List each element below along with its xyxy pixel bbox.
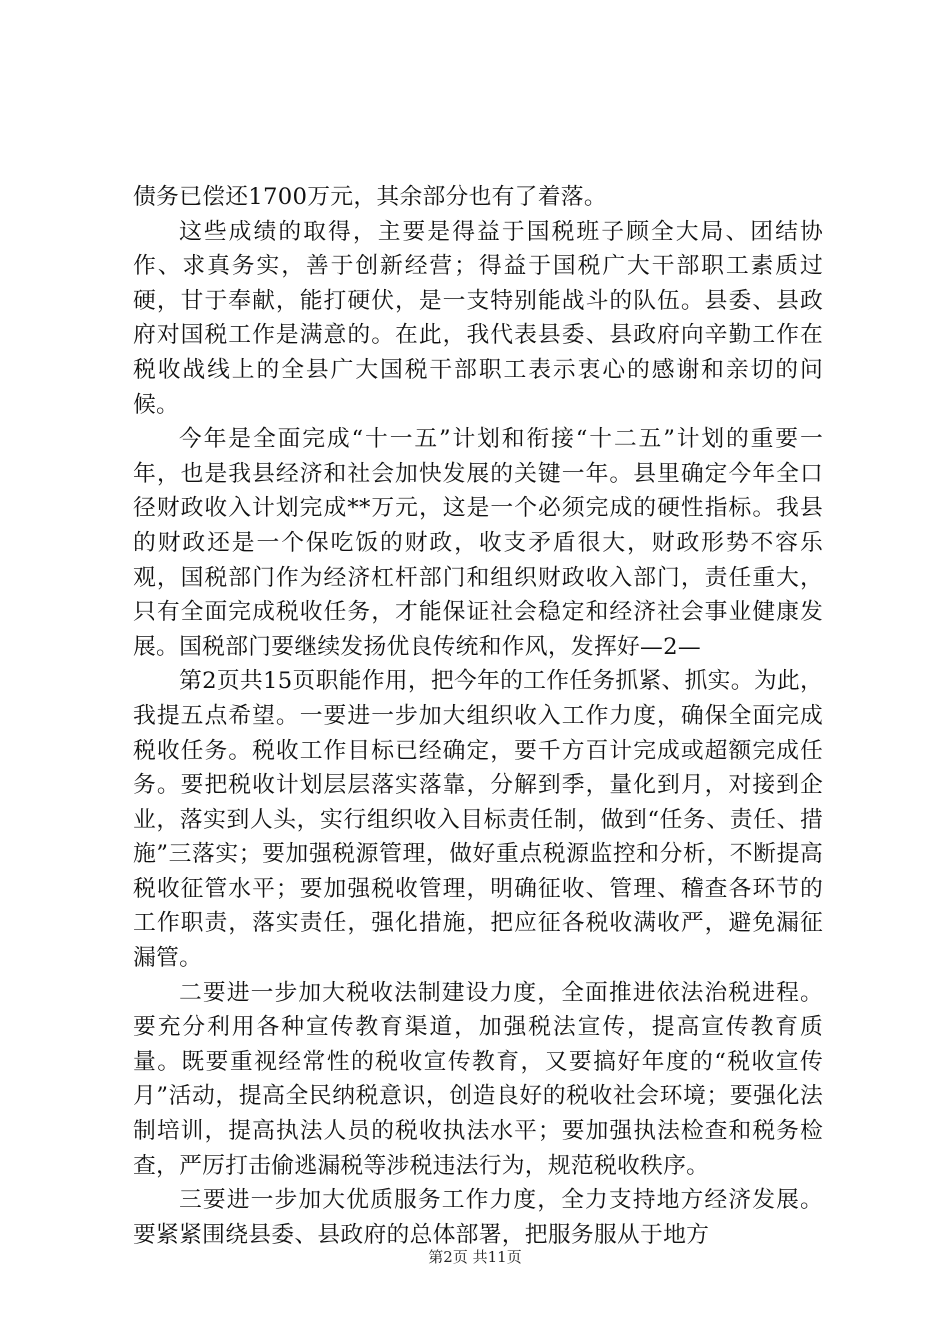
paragraph-6: 三要进一步加大优质服务工作力度，全力支持地方经济发展。要紧紧围绕县委、县政府的总体部署，把服务服从于地方 — [133, 1187, 823, 1248]
paragraph-4: 第2页共15页职能作用，把今年的工作任务抓紧、抓实。为此，我提五点希望。一要进一步加大组织收入工作力度，确保全面完成税收任务。税收工作目标已经确定，要千方百计完成或超额完成任务。要把税收计划层层落实落靠，分解到季，量化到月，对接到企业，落实到人头，实行组织收入目标责任制，做到“任务、责任、措施”三落实；要加强税源管理，做好重点税源监控和分析，不断提高税收征管水平；要加强税收管理，明确征收、管理、稽查各环节的工作职责，落实责任，强化措施，把应征各税收满收严，避免漏征漏管。 — [133, 668, 823, 972]
paragraph-3: 今年是全面完成“十一五”计划和衔接“十二五”计划的重要一年，也是我县经济和社会加快发展的关键一年。县里确定今年全口径财政收入计划完成**万元，这是一个必须完成的硬性指标。我县的财政还是一个保吃饭的财政，收支矛盾很大，财政形势不容乐观，国税部门作为经济杠杆部门和组织财政收入部门，责任重大，只有全面完成税收任务，才能保证社会稳定和经济社会事业健康发展。国税部门要继续发扬优良传统和作风，发挥好—2— — [133, 426, 823, 660]
paragraph-2: 这些成绩的取得，主要是得益于国税班子顾全大局、团结协作、求真务实，善于创新经营；得益于国税广大干部职工素质过硬，甘于奉献，能打硬伏，是一支特别能战斗的队伍。县委、县政府对国税工作是满意的。在此，我代表县委、县政府向辛勤工作在税收战线上的全县广大国税干部职工表示衷心的感谢和亲切的问候。 — [133, 218, 823, 418]
paragraph-1: 债务已偿还1700万元，其余部分也有了着落。 — [133, 184, 607, 210]
page-footer: 第2页 共11页 — [428, 1248, 522, 1266]
paragraph-5: 二要进一步加大税收法制建设力度，全面推进依法治税进程。要充分利用各种宣传教育渠道，加强税法宣传，提高宣传教育质量。既要重视经常性的税收宣传教育，又要搞好年度的“税收宣传月”活动，提高全民纳税意识，创造良好的税收社会环境；要强化法制培训，提高执法人员的税收执法水平；要加强执法检查和税务检查，严厉打击偷逃漏税等涉税违法行为，规范税收秩序。 — [133, 979, 823, 1179]
document-body — [133, 180, 823, 1252]
